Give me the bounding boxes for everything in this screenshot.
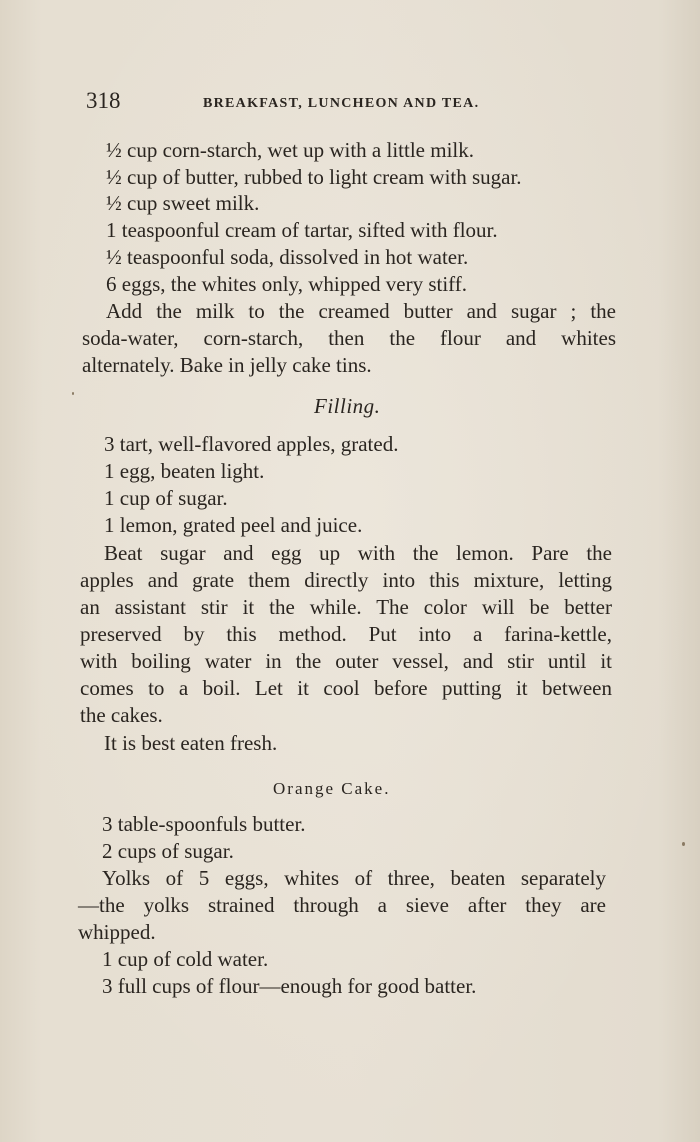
filling-method-line: preserved by this method. Put into a farina-kettle, xyxy=(80,622,612,646)
ingredient-line: ½ cup corn-starch, wet up with a little milk. xyxy=(106,138,474,162)
paper-speck xyxy=(682,842,685,846)
method-line: soda-water, corn-starch, then the flour and whites xyxy=(82,326,616,350)
orange-cake-line: 3 full cups of flour—enough for good batter. xyxy=(102,974,477,998)
ingredient-line: 6 eggs, the whites only, whipped very stiff. xyxy=(106,272,468,296)
ingredient-line: ½ cup of butter, rubbed to light cream with sugar. xyxy=(106,165,522,189)
filling-ingredient-line: 1 lemon, grated peel and juice. xyxy=(104,513,363,537)
paper-speck xyxy=(72,392,74,395)
method-line: alternately. Bake in jelly cake tins. xyxy=(82,353,372,377)
filling-method-line: with boiling water in the outer vessel, and stir until it xyxy=(80,649,612,673)
filling-method-line: Beat sugar and egg up with the lemon. Pare the xyxy=(104,541,612,565)
page-number: 318 xyxy=(86,88,121,113)
filling-method-line: the cakes. xyxy=(80,703,163,727)
filling-ingredient-line: 3 tart, well-flavored apples, grated. xyxy=(104,432,399,456)
orange-cake-line: 1 cup of cold water. xyxy=(102,947,269,971)
page-header xyxy=(86,88,606,118)
section-heading-orange-cake: Orange Cake. xyxy=(273,779,391,798)
orange-cake-line: whipped. xyxy=(78,920,156,944)
orange-cake-line: —the yolks strained through a sieve after they are xyxy=(78,893,606,917)
ingredient-line: ½ cup sweet milk. xyxy=(106,191,260,215)
orange-cake-line: 3 table-spoonfuls butter. xyxy=(102,812,306,836)
orange-cake-line: Yolks of 5 eggs, whites of three, beaten separately xyxy=(102,866,606,890)
filling-note: It is best eaten fresh. xyxy=(104,731,278,755)
method-line: Add the milk to the creamed butter and sugar ; the xyxy=(106,299,616,323)
filling-ingredient-line: 1 egg, beaten light. xyxy=(104,459,265,483)
orange-cake-line: 2 cups of sugar. xyxy=(102,839,234,863)
section-heading-filling: Filling. xyxy=(314,394,381,418)
ingredient-line: 1 teaspoonful cream of tartar, sifted with flour. xyxy=(106,218,498,242)
filling-method-line: apples and grate them directly into this mixture, letting xyxy=(80,568,612,592)
ingredient-line: ½ teaspoonful soda, dissolved in hot water. xyxy=(106,245,469,269)
filling-method-line: comes to a boil. Let it cool before putting it between xyxy=(80,676,612,700)
running-head: BREAKFAST, LUNCHEON AND TEA. xyxy=(203,96,480,111)
filling-ingredient-line: 1 cup of sugar. xyxy=(104,486,228,510)
filling-method-line: an assistant stir it the while. The color will be better xyxy=(80,595,612,619)
